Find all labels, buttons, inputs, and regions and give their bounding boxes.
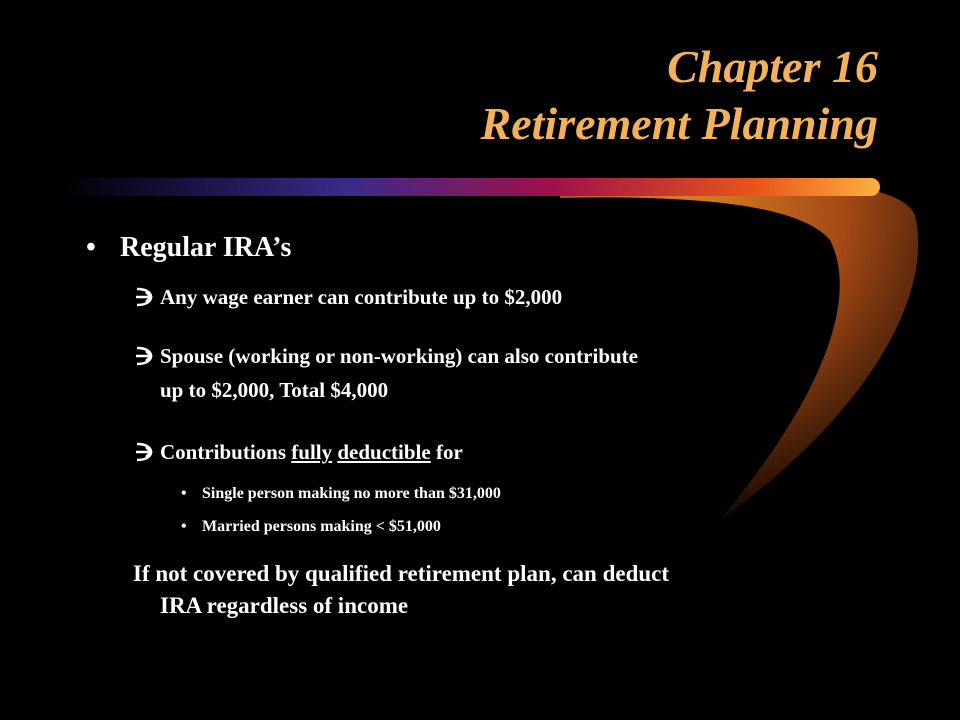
sub-bullet-marker: •: [181, 518, 187, 535]
title-line-1: Chapter 16: [667, 41, 878, 92]
note-line-2: IRA regardless of income: [160, 593, 409, 618]
sub-bullet-text: Married persons making < $51,000: [202, 518, 441, 535]
underlined-fully: fully: [291, 440, 333, 464]
slide-title: [481, 38, 878, 152]
sub-bullet-marker: •: [181, 485, 187, 502]
arrow-icon: [133, 436, 155, 468]
for-label: for: [435, 440, 463, 464]
arrow-item-text: Any wage earner can contribute up to $2,000: [160, 285, 563, 309]
main-bullet-text: Regular IRA’s: [120, 232, 292, 263]
bullet-marker: •: [86, 232, 96, 263]
arrow-icon: [133, 281, 155, 313]
arrow-item-text-line-2: up to $2,000, Total $4,000: [160, 378, 389, 402]
title-line-2: Retirement Planning: [480, 98, 878, 149]
arrow-item-text: [160, 436, 463, 468]
contributions-label: Contributions: [160, 440, 287, 464]
arrow-icon: [133, 340, 155, 372]
arrow-item-text-line-1: Spouse (working or non-working) can also contribute: [160, 344, 638, 368]
note-paragraph: [133, 558, 669, 622]
note-line-1: If not covered by qualified retirement plan, can deduct: [133, 561, 670, 586]
underlined-deductible: deductible: [337, 440, 431, 464]
sub-bullet-text: Single person making no more than $31,000: [202, 485, 501, 502]
